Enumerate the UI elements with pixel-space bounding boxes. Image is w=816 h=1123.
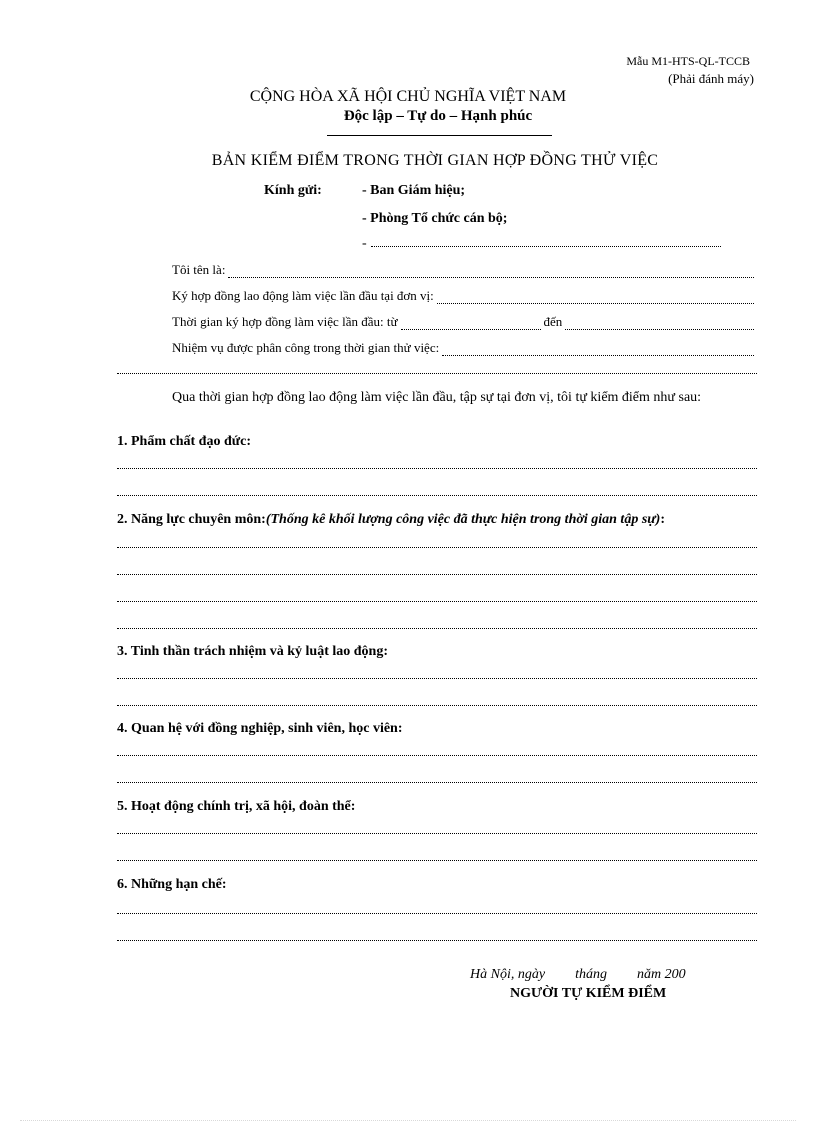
duty-field <box>172 340 754 356</box>
name-field <box>172 262 754 278</box>
section-activities-line[interactable] <box>117 860 757 861</box>
section-competence-heading <box>117 512 665 528</box>
section-activities-line[interactable] <box>117 833 757 834</box>
recipient-board: - Ban Giám hiệu; <box>362 183 466 198</box>
recipient-other-dash: - <box>362 236 367 251</box>
section-competence-colon: : <box>660 512 665 527</box>
intro-paragraph: Qua thời gian hợp đồng lao động làm việc lần đầu, tập sự tại đơn vị, tôi tự kiểm điểm như sau: <box>172 390 702 405</box>
unit-blank[interactable] <box>437 293 754 304</box>
national-motto: Độc lập – Tự do – Hạnh phúc <box>343 108 533 124</box>
form-note: (Phải đánh máy) <box>668 71 754 86</box>
name-label: Tôi tên là: <box>172 262 226 277</box>
section-competence-line[interactable] <box>117 574 757 575</box>
duty-label: Nhiệm vụ được phân công trong thời gian thử việc: <box>172 340 440 355</box>
section-limitations-heading: 6. Những hạn chế: <box>117 877 227 892</box>
section-competence-line[interactable] <box>117 547 757 548</box>
place-date <box>470 967 686 983</box>
section-relations-heading: 4. Quan hệ với đồng nghiệp, sinh viên, học viên: <box>117 721 403 736</box>
name-blank[interactable] <box>228 267 754 278</box>
page-bottom-rule <box>20 1120 796 1121</box>
motto-underline <box>327 135 552 136</box>
unit-field <box>172 288 754 304</box>
unit-label: Ký hợp đồng lao động làm việc lần đầu tại đơn vị: <box>172 288 434 303</box>
section-competence-note: (Thống kê khối lượng công việc đã thực hiện trong thời gian tập sự) <box>265 512 661 527</box>
section-ethics-line[interactable] <box>117 495 757 496</box>
section-activities-heading: 5. Hoạt động chính trị, xã hội, đoàn thể: <box>117 799 356 814</box>
period-from-blank[interactable] <box>401 319 541 330</box>
recipient-other <box>362 236 721 252</box>
place-date-day: Hà Nội, ngày <box>470 967 546 982</box>
section-relations-line[interactable] <box>117 755 757 756</box>
section-limitations-line[interactable] <box>117 913 757 914</box>
form-code: Mẫu M1-HTS-QL-TCCB <box>626 54 750 68</box>
national-heading: CỘNG HÒA XÃ HỘI CHỦ NGHĨA VIỆT NAM <box>249 88 567 105</box>
section-ethics-heading: 1. Phẩm chất đạo đức: <box>117 434 252 449</box>
recipient-other-blank[interactable] <box>371 236 721 247</box>
section-competence-line[interactable] <box>117 628 757 629</box>
place-date-month: tháng <box>575 967 607 982</box>
duty-blank-line[interactable] <box>117 373 757 374</box>
section-competence-label: 2. Năng lực chuyên môn: <box>117 512 266 527</box>
signer-title: NGƯỜI TỰ KIỂM ĐIỂM <box>510 986 667 1001</box>
section-limitations-line[interactable] <box>117 940 757 941</box>
period-to-blank[interactable] <box>565 319 754 330</box>
place-date-year: năm 200 <box>636 967 686 982</box>
recipient-personnel-office: - Phòng Tổ chức cán bộ; <box>362 211 508 226</box>
period-to-label: đến <box>543 314 563 329</box>
period-field <box>172 314 754 330</box>
period-label: Thời gian ký hợp đồng làm việc lần đầu: từ <box>172 314 398 329</box>
document-title: BẢN KIỂM ĐIỂM TRONG THỜI GIAN HỢP ĐỒNG THỬ VIỆC <box>211 152 659 169</box>
section-competence-line[interactable] <box>117 601 757 602</box>
section-responsibility-heading: 3. Tinh thần trách nhiệm và kỷ luật lao động: <box>117 644 388 659</box>
section-responsibility-line[interactable] <box>117 705 757 706</box>
section-ethics-line[interactable] <box>117 468 757 469</box>
addressee-label: Kính gửi: <box>264 183 322 198</box>
section-relations-line[interactable] <box>117 782 757 783</box>
duty-blank[interactable] <box>442 345 754 356</box>
section-responsibility-line[interactable] <box>117 678 757 679</box>
